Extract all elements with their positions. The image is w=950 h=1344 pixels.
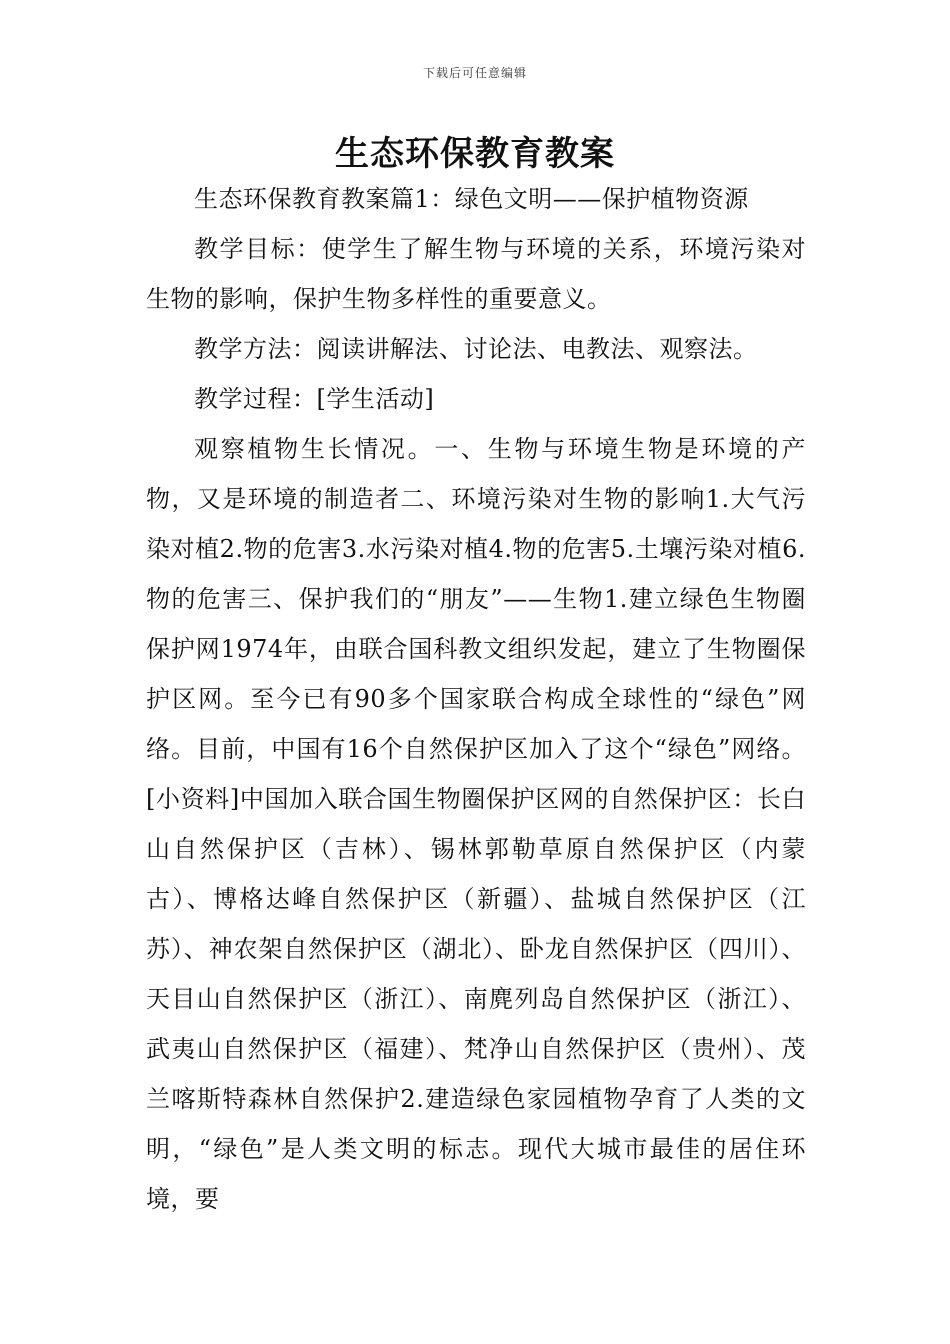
document-title: 生态环保教育教案: [335, 134, 615, 174]
document-body: [146, 174, 806, 1224]
paragraph-main-content: 观察植物生长情况。一、生物与环境生物是环境的产物，又是环境的制造者二、环境污染对生物的影响1.大气污染对植2.物的危害3.水污染对植4.物的危害5.土壤污染对植6.物的危害三、保护我们的“朋友”——生物1.建立绿色生物圈保护网1974年，由联合国科教文组织发起，建立了生物圈保护区网。至今已有90多个国家联合构成全球性的“绿色”网络。目前，中国有16个自然保护区加入了这个“绿色”网络。[小资料]中国加入联合国生物圈保护区网的自然保护区：长白山自然保护区（吉林）、锡林郭勒草原自然保护区（内蒙古）、博格达峰自然保护区（新疆）、盐城自然保护区（江苏）、神农架自然保护区（湖北）、卧龙自然保护区（四川）、天目山自然保护区（浙江）、南麂列岛自然保护区（浙江）、武夷山自然保护区（福建）、梵净山自然保护区（贵州）、茂兰喀斯特森林自然保护2.建造绿色家园植物孕育了人类的文明，“绿色”是人类文明的标志。现代大城市最佳的居住环境，要: [146, 435, 806, 1213]
paragraph-teaching-methods: 教学方法：阅读讲解法、讨论法、电教法、观察法。: [194, 335, 758, 363]
paragraph-teaching-goals: 教学目标：使学生了解生物与环境的关系，环境污染对生物的影响，保护生物多样性的重要意义。: [146, 235, 806, 313]
paragraph-teaching-process: 教学过程：[学生活动]: [194, 385, 435, 413]
paragraph-lesson-heading: 生态环保教育教案篇1：绿色文明——保护植物资源: [194, 185, 749, 213]
header-note: 下载后可任意编辑: [422, 66, 527, 80]
